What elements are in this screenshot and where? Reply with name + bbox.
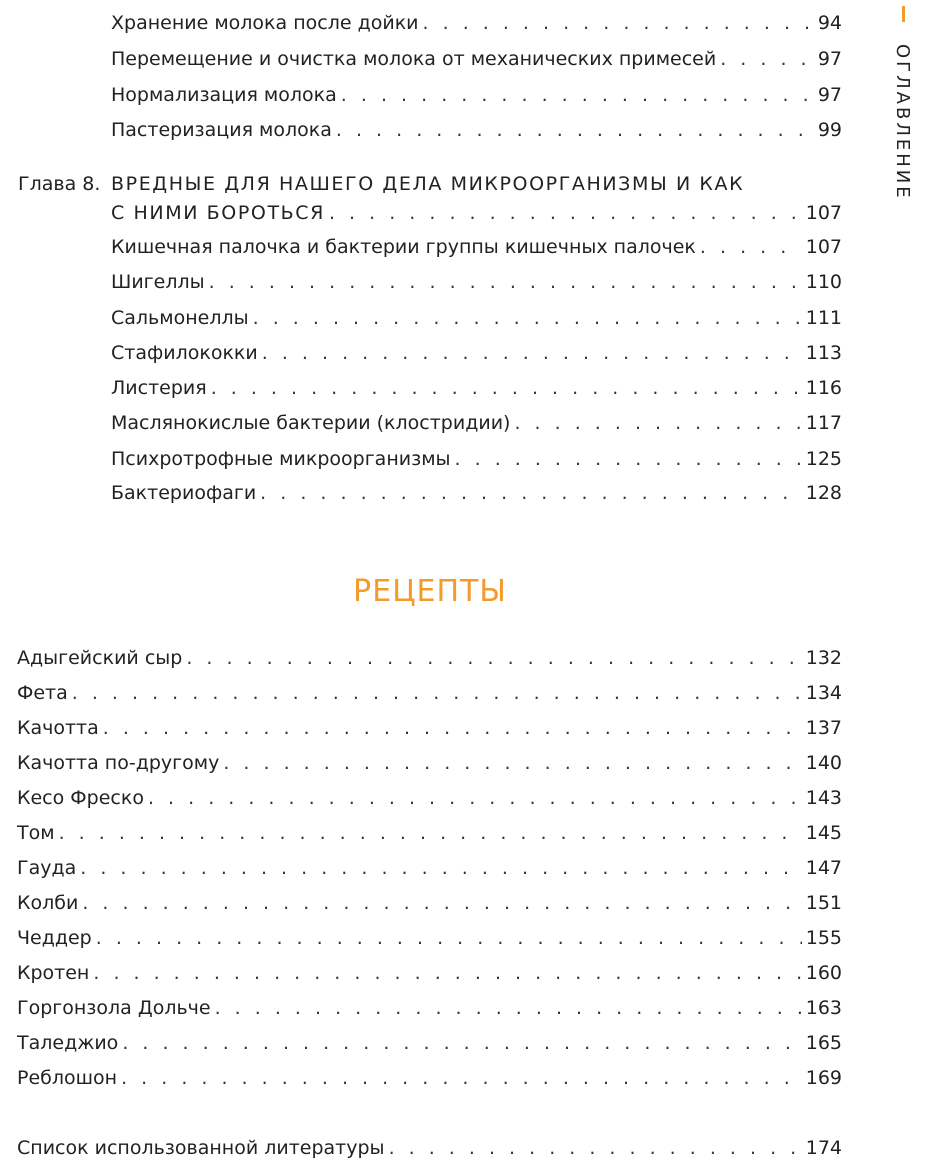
toc-entry-bibliography[interactable]: [17, 1133, 842, 1163]
leader-dots: [103, 713, 802, 743]
chapter-8-title-row[interactable]: [111, 198, 842, 228]
toc-entry[interactable]: [111, 303, 842, 333]
chapter-number: Глава 8.: [18, 173, 101, 195]
leader-dots: [341, 80, 814, 110]
toc-entry[interactable]: [17, 1063, 842, 1093]
leader-dots: [455, 444, 802, 474]
leader-dots: [700, 232, 802, 262]
toc-entry-page: 155: [805, 927, 842, 949]
leader-dots: [121, 1063, 802, 1093]
toc-entry-page: 163: [805, 997, 842, 1019]
toc-entry-title: Пастеризация молока: [111, 119, 332, 141]
toc-entry[interactable]: [111, 444, 842, 474]
toc-entry-title: Нормализация молока: [111, 84, 337, 106]
toc-entry-title: Кесо Фреско: [17, 787, 144, 809]
toc-entry-page: 137: [805, 717, 842, 739]
toc-entry-page: 147: [805, 857, 842, 879]
toc-entry[interactable]: [17, 923, 842, 953]
toc-entry-title: Бактериофаги: [111, 482, 257, 504]
toc-entry-title: Гауда: [17, 857, 77, 879]
toc-entry[interactable]: [111, 8, 842, 38]
leader-dots: [93, 958, 801, 988]
side-tab-label: ОГЛАВЛЕНИЕ: [892, 44, 913, 201]
toc-entry[interactable]: [17, 958, 842, 988]
leader-dots: [262, 338, 802, 368]
toc-entry[interactable]: [111, 115, 842, 145]
toc-entry-title: Качотта: [17, 717, 99, 739]
toc-entry-page: 94: [817, 12, 842, 34]
leader-dots: [336, 115, 814, 145]
toc-entry-title: Кротен: [17, 962, 90, 984]
toc-entry-title: Качотта по-другому: [17, 752, 220, 774]
toc-entry-page: 143: [805, 787, 842, 809]
toc-entry-title: Сальмонеллы: [111, 307, 249, 329]
toc-entry[interactable]: [17, 888, 842, 918]
toc-entry-page: 160: [805, 962, 842, 984]
toc-entry-page: 125: [805, 448, 842, 470]
leader-dots: [209, 267, 802, 297]
section-title-recipes: РЕЦЕПТЫ: [353, 574, 507, 609]
toc-entry-page: 97: [817, 48, 842, 70]
toc-entry[interactable]: [111, 478, 842, 508]
toc-entry[interactable]: [111, 338, 842, 368]
toc-entry-page: 132: [805, 647, 842, 669]
toc-entry-page: 140: [805, 752, 842, 774]
leader-dots: [96, 923, 802, 953]
toc-entry[interactable]: [111, 232, 842, 262]
side-tab-accent-bar: [902, 6, 905, 22]
toc-entry-title: Маслянокислые бактерии (клостридии): [111, 412, 511, 434]
toc-entry-title: Шигеллы: [111, 271, 205, 293]
toc-entry-title: Адыгейский сыр: [17, 647, 183, 669]
leader-dots: [82, 888, 801, 918]
leader-dots: [80, 853, 801, 883]
leader-dots: [148, 783, 802, 813]
toc-entry-title: Стафилококки: [111, 342, 258, 364]
toc-entry-title: Том: [17, 822, 55, 844]
toc-entry-title: Колби: [17, 892, 79, 914]
toc-entry-title: Психротрофные микроорганизмы: [111, 448, 451, 470]
toc-entry-page: 113: [805, 342, 842, 364]
chapter-title-line-2: С НИМИ БОРОТЬСЯ: [111, 202, 325, 224]
toc-entry-page: 128: [805, 482, 842, 504]
toc-entry-page: 110: [805, 271, 842, 293]
leader-dots: [423, 8, 814, 38]
toc-entry-title: Горгонзола Дольче: [17, 997, 211, 1019]
toc-entry[interactable]: [17, 1028, 842, 1058]
leader-dots: [122, 1028, 801, 1058]
toc-entry-page: 145: [805, 822, 842, 844]
leader-dots: [329, 198, 802, 228]
toc-entry-page: 111: [805, 307, 842, 329]
toc-entry[interactable]: [111, 267, 842, 297]
toc-entry[interactable]: [17, 748, 842, 778]
chapter-title-line-1: ВРЕДНЫЕ ДЛЯ НАШЕГО ДЕЛА МИКРООРГАНИЗМЫ И КАК: [111, 173, 745, 195]
toc-entry-page: 99: [817, 119, 842, 141]
toc-entry[interactable]: [17, 818, 842, 848]
toc-entry[interactable]: [17, 643, 842, 673]
leader-dots: [253, 303, 802, 333]
chapter-8-heading[interactable]: [18, 169, 744, 199]
leader-dots: [389, 1133, 802, 1163]
toc-entry[interactable]: [111, 44, 842, 74]
toc-entry-title: Чеддер: [17, 927, 92, 949]
toc-entry[interactable]: [17, 678, 842, 708]
toc-entry-page: 116: [805, 377, 842, 399]
toc-entry-page: 169: [805, 1067, 842, 1089]
toc-entry-page: 117: [805, 412, 842, 434]
toc-entry-page: 151: [805, 892, 842, 914]
leader-dots: [260, 478, 802, 508]
toc-entry[interactable]: [17, 993, 842, 1023]
toc-entry-title: Листерия: [111, 377, 207, 399]
toc-entry[interactable]: [111, 373, 842, 403]
toc-entry[interactable]: [111, 408, 842, 438]
leader-dots: [211, 373, 802, 403]
toc-entry-page: 97: [817, 84, 842, 106]
leader-dots: [186, 643, 801, 673]
toc-entry-title: Перемещение и очистка молока от механических примесей: [111, 48, 717, 70]
leader-dots: [215, 993, 802, 1023]
toc-entry[interactable]: [17, 783, 842, 813]
toc-entry-page: 134: [805, 682, 842, 704]
toc-entry[interactable]: [17, 713, 842, 743]
toc-entry-title: Реблошон: [17, 1067, 118, 1089]
leader-dots: [223, 748, 801, 778]
leader-dots: [514, 408, 801, 438]
toc-entry[interactable]: [111, 80, 842, 110]
leader-dots: [59, 818, 802, 848]
toc-entry-page: 165: [805, 1032, 842, 1054]
toc-entry-title: Хранение молока после дойки: [111, 12, 419, 34]
toc-entry[interactable]: [17, 853, 842, 883]
leader-dots: [72, 678, 802, 708]
leader-dots: [720, 44, 814, 74]
chapter-page: 107: [805, 202, 842, 224]
toc-entry-title: Кишечная палочка и бактерии группы кишечных палочек: [111, 236, 696, 258]
toc-entry-page: 174: [805, 1137, 842, 1159]
toc-entry-title: Таледжио: [17, 1032, 119, 1054]
toc-entry-page: 107: [805, 236, 842, 258]
toc-entry-title: Фета: [17, 682, 68, 704]
toc-entry-title: Список использованной литературы: [17, 1137, 385, 1159]
